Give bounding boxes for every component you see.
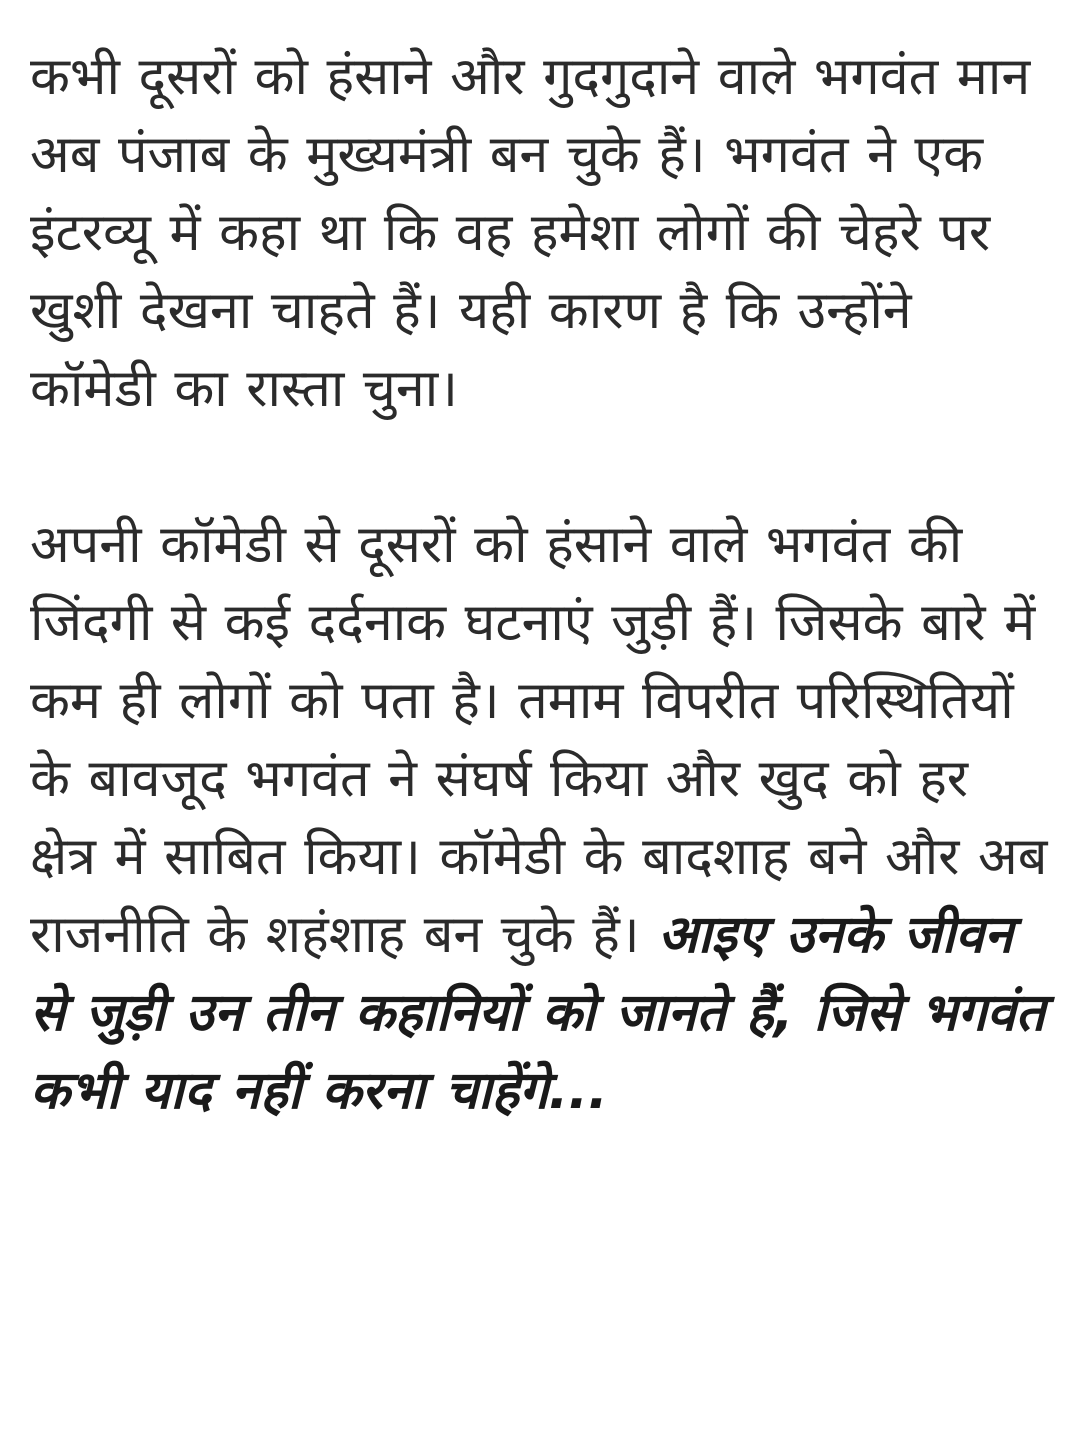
article-body <box>30 38 1050 1130</box>
paragraph-struggles-text: अपनी कॉमेडी से दूसरों को हंसाने वाले भगवंत की जिंदगी से कई दर्दनाक घटनाएं जुड़ी हैं। जिसके बारे में कम ही लोगों को पता है। तमाम विपरीत परिस्थितियों के बावजूद भगवंत ने संघर्ष किया और खुद को हर क्षेत्र में साबित किया। कॉमेडी के बादशाह बने और अब राजनीति के शहंशाह बन चुके हैं। <box>30 515 1048 965</box>
emphasized-teaser: आइए उनके जीवन से जुड़ी उन तीन कहानियों को जानते हैं, जिसे भगवंत कभी याद नहीं करना चाहेंगे... <box>30 905 1046 1121</box>
paragraph-struggles <box>30 506 1050 1130</box>
paragraph-intro <box>30 38 1050 428</box>
paragraph-intro-text: कभी दूसरों को हंसाने और गुदगुदाने वाले भगवंत मान अब पंजाब के मुख्यमंत्री बन चुके हैं। भगवंत ने एक इंटरव्यू में कहा था कि वह हमेशा लोगों की चेहरे पर खुशी देखना चाहते हैं। यही कारण है कि उन्होंने कॉमेडी का रास्ता चुना। <box>30 47 1031 419</box>
